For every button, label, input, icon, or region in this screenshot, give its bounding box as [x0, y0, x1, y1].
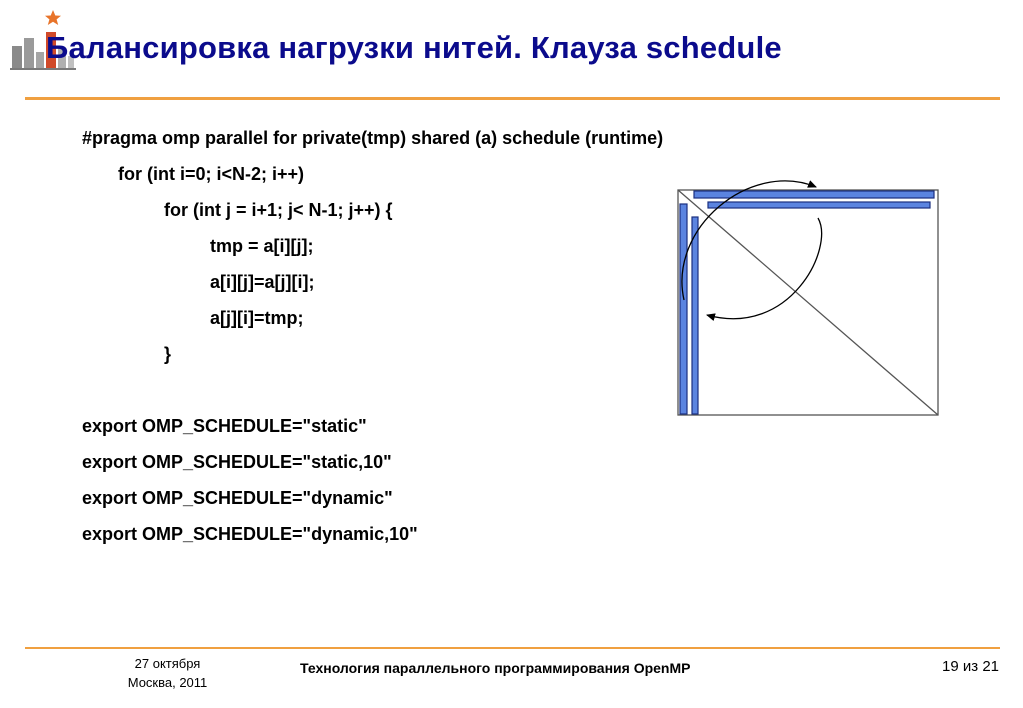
column-strip-2 [692, 217, 698, 414]
env-line: export OMP_SCHEDULE="dynamic,10" [82, 524, 418, 544]
matrix-transpose-diagram [660, 168, 950, 428]
code-line: for (int j = i+1; j< N-1; j++) { [164, 200, 393, 220]
footer-course-title: Технология параллельного программирования OpenMP [300, 660, 691, 676]
page-number [942, 658, 999, 675]
env-line: export OMP_SCHEDULE="static" [82, 416, 367, 436]
page-current: 19 [942, 658, 959, 675]
slide-title: Балансировка нагрузки нитей. Клауза schedule [46, 30, 782, 65]
code-line: } [164, 344, 172, 364]
footer-date [100, 654, 235, 692]
footer-date-line: 27 октября [134, 656, 201, 671]
code-line: for (int i=0; i<N-2; i++) [118, 164, 305, 184]
footer-location-line: Москва, 2011 [127, 675, 208, 690]
env-line: export OMP_SCHEDULE="dynamic" [82, 488, 393, 508]
env-line: export OMP_SCHEDULE="static,10" [82, 452, 392, 472]
row-strip-2 [708, 202, 930, 208]
code-line: a[j][i]=tmp; [210, 308, 304, 328]
row-strip-1 [694, 191, 934, 198]
title-divider [25, 97, 1000, 100]
code-line: a[i][j]=a[j][i]; [210, 272, 315, 292]
page-separator: из [962, 658, 979, 675]
code-blank-line [82, 376, 663, 412]
code-line: tmp = a[i][j]; [210, 236, 314, 256]
code-listing [82, 124, 663, 556]
footer-divider [25, 647, 1000, 649]
column-strip-1 [680, 204, 687, 414]
code-line: #pragma omp parallel for private(tmp) shared (a) schedule (runtime) [82, 128, 664, 148]
page-total: 21 [982, 658, 999, 675]
